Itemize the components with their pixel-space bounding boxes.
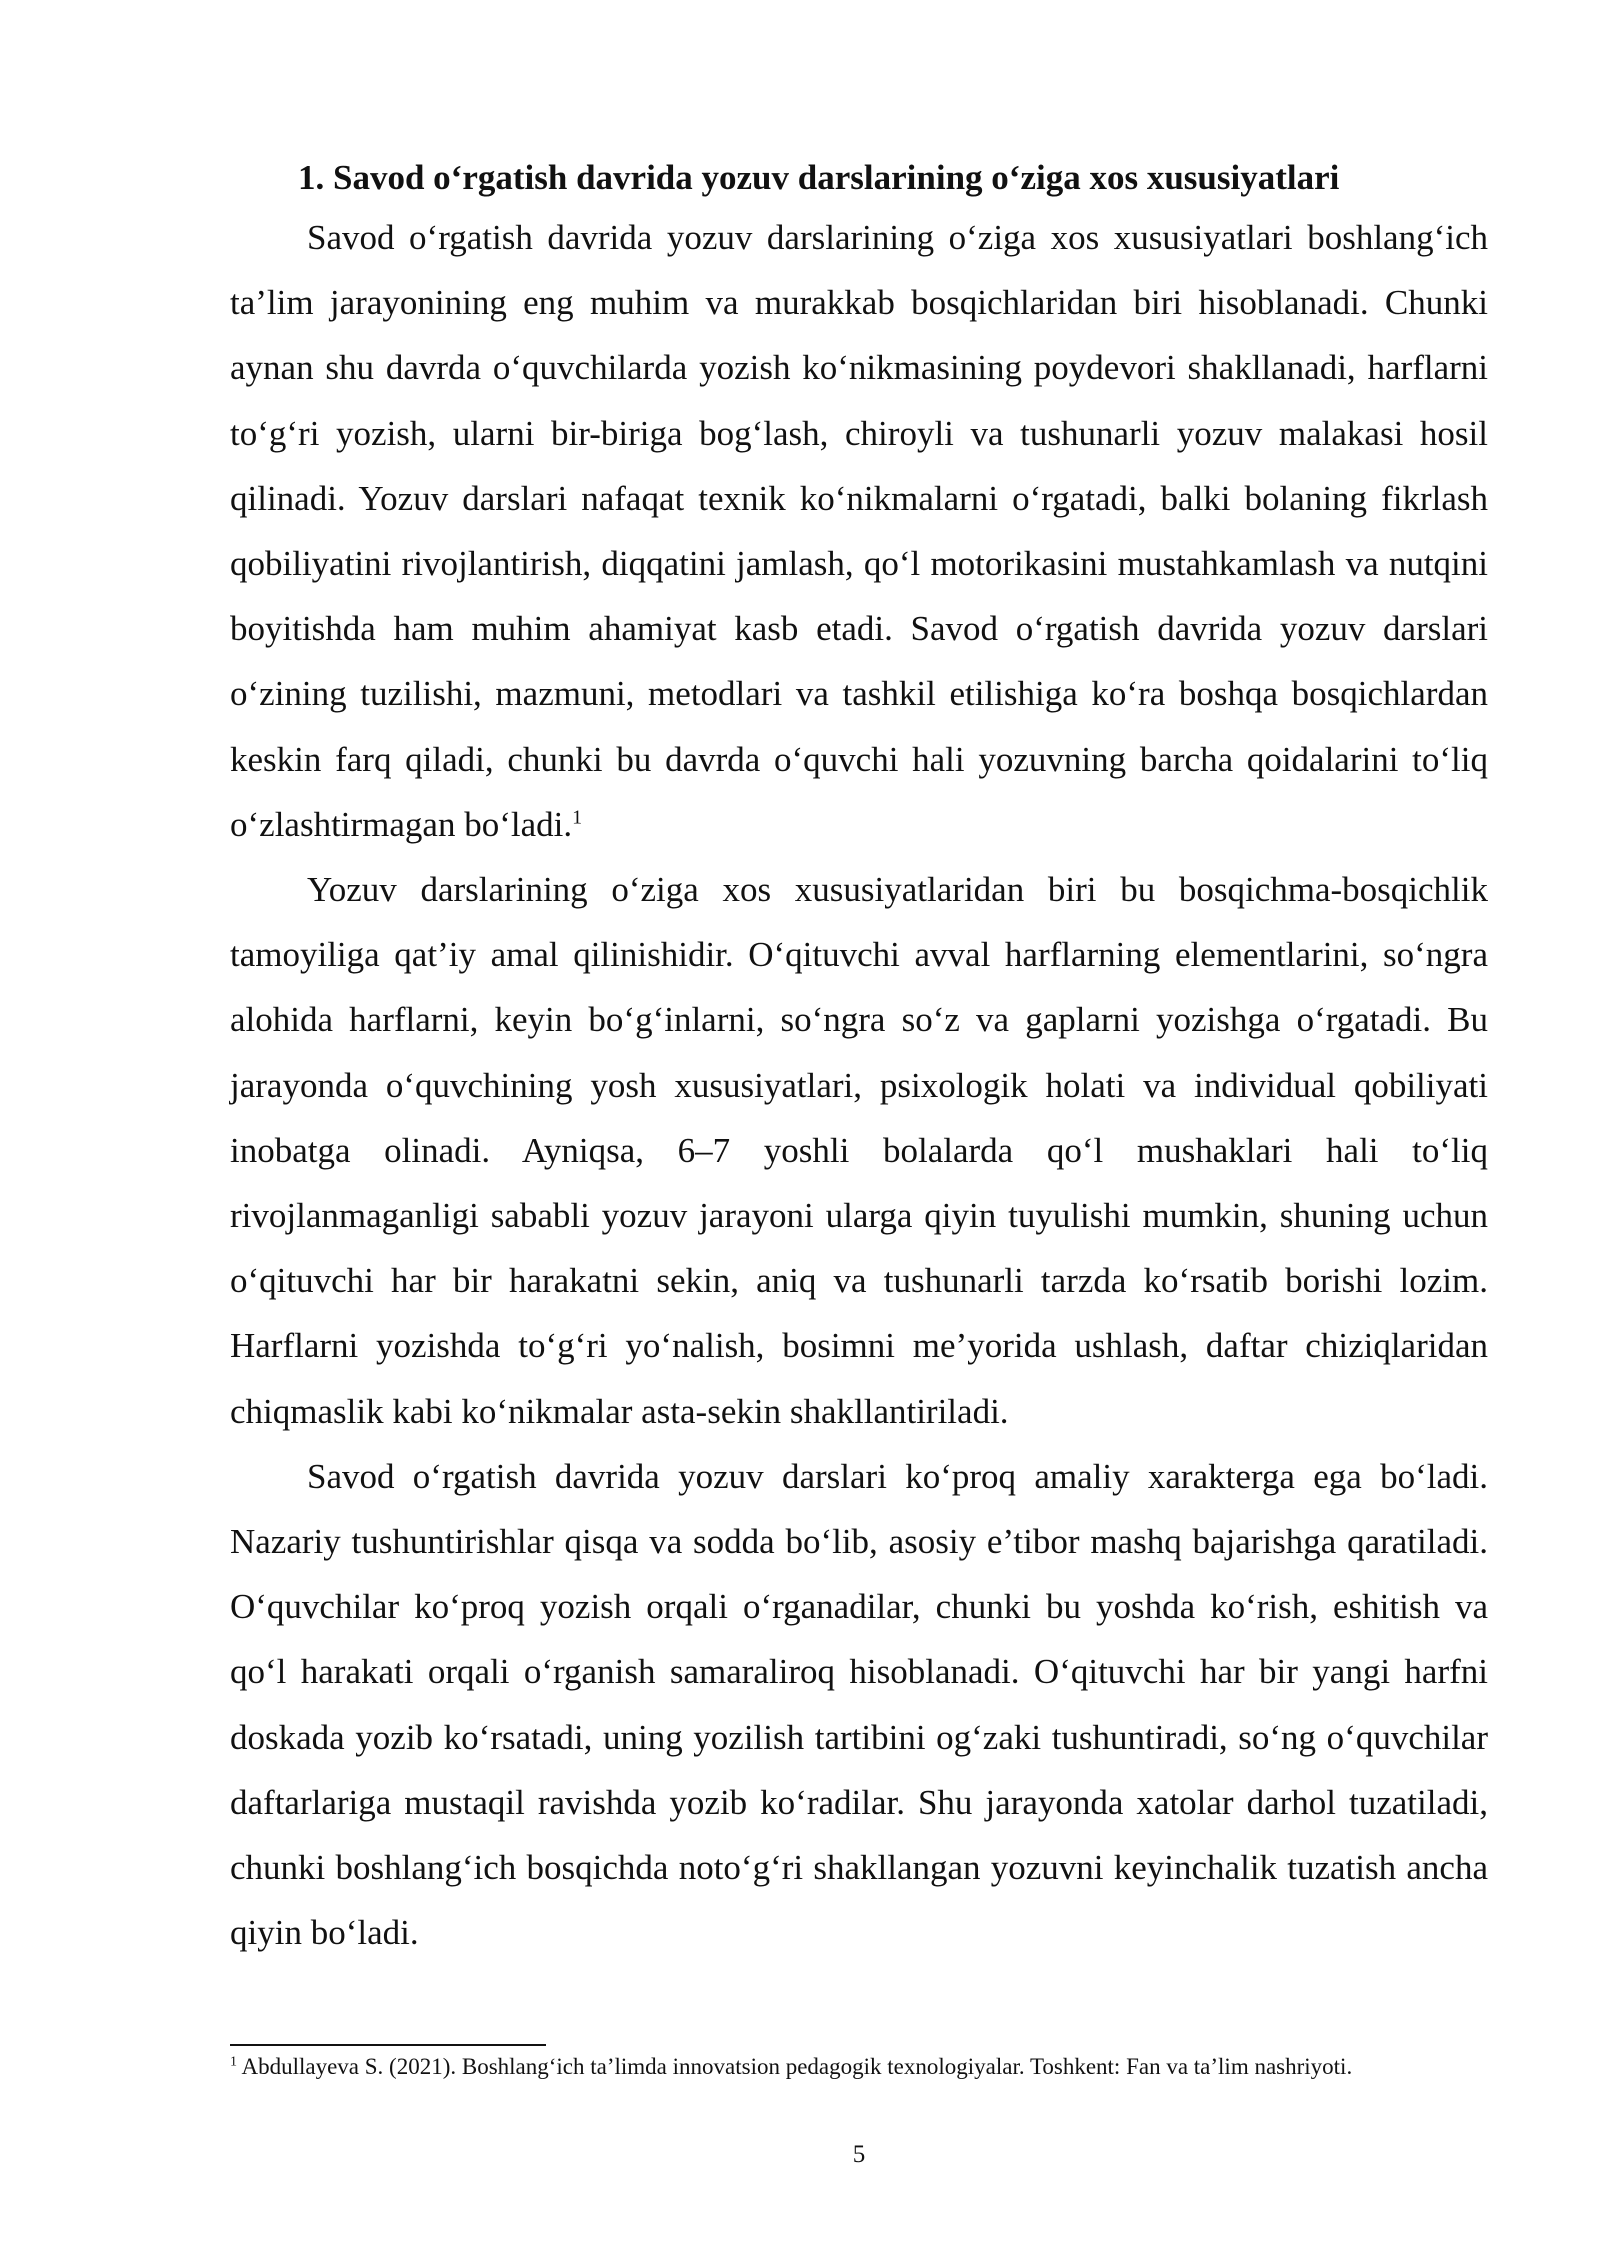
paragraph-2: Yozuv darslarining o‘ziga xos xususiyatlaridan biri bu bosqichma-bosqichlik tamoyiliga qat’iy amal qilinishidir. O‘qituvchi avval harflarning elementlarini, so‘ngra alohida harflarni, keyin bo‘g‘inlarni, so‘ngra so‘z va gaplarni yozishga o‘rgatadi. Bu jarayonda o‘quvchining yosh xususiyatlari, psixologik holati va individual qobiliyati inobatga olinadi. Ayniqsa, 6–7 yoshli bolalarda qo‘l mushaklari hali to‘liq rivojlanmaganligi sababli yozuv jarayoni ularga qiyin tuyulishi mumkin, shuning uchun o‘qituvchi har bir harakatni sekin, aniq va tushunarli tarzda ko‘rsatib borishi lozim. Harflarni yozishda to‘g‘ri yo‘nalish, bosimni me’yorida ushlash, daftar chiziqlaridan chiqmaslik kabi ko‘nikmalar asta-sekin shakllantiriladi. <box>230 870 1488 1431</box>
footnote-separator <box>230 2044 546 2046</box>
page-number: 5 <box>852 2141 866 2168</box>
footnote-marker: 1 <box>230 2054 237 2070</box>
footnote <box>230 2052 1488 2082</box>
footnote-text: Abdullayeva S. (2021). Boshlang‘ich ta’limda innovatsion pedagogik texnologiyalar. Toshkent: Fan va ta’lim nashriyoti. <box>241 2054 1353 2079</box>
paragraph-1 <box>230 205 1488 857</box>
footnote-reference[interactable]: 1 <box>572 806 583 829</box>
paragraph-3: Savod o‘rgatish davrida yozuv darslari ko‘proq amaliy xarakterga ega bo‘ladi. Nazariy tushuntirishlar qisqa va sodda bo‘lib, asosiy e’tibor mashq bajarishga qaratiladi. O‘quvchilar ko‘proq yozish orqali o‘rganadilar, chunki bu yoshda ko‘rish, eshitish va qo‘l harakati orqali o‘rganish samaraliroq hisoblanadi. O‘qituvchi har bir yangi harfni doskada yozib ko‘rsatadi, uning yozilish tartibini og‘zaki tushuntiradi, so‘ng o‘quvchilar daftarlariga mustaqil ravishda yozib ko‘radilar. Shu jarayonda xatolar darhol tuzatiladi, chunki boshlang‘ich bosqichda noto‘g‘ri shakllangan yozuvni keyinchalik tuzatish ancha qiyin bo‘ladi. <box>230 1456 1488 1953</box>
paragraph-1-text: Savod o‘rgatish davrida yozuv darslarining o‘ziga xos xususiyatlari boshlang‘ich ta’lim jarayonining eng muhim va murakkab bosqichlaridan biri hisoblanadi. Chunki aynan shu davrda o‘quvchilarda yozish ko‘nikmasining poydevori shakllanadi, harflarni to‘g‘ri yozish, ularni bir-biriga bog‘lash, chiroyli va tushunarli yozuv malakasi hosil qilinadi. Yozuv darslari nafaqat texnik ko‘nikmalarni o‘rgatadi, balki bolaning fikrlash qobiliyatini rivojlantirish, diqqatini jamlash, qo‘l motorikasini mustahkamlash va nutqini boyitishda ham muhim ahamiyat kasb etadi. Savod o‘rgatish davrida yozuv darslari o‘zining tuzilishi, mazmuni, metodlari va tashkil etilishiga ko‘ra boshqa bosqichlardan keskin farq qiladi, chunki bu davrda o‘quvchi hali yozuvning barcha qoidalarini to‘liq o‘zlashtirmagan bo‘ladi. <box>230 218 1488 844</box>
section-heading: 1. Savod o‘rgatish davrida yozuv darslarining o‘ziga xos xususiyatlari <box>298 158 1340 197</box>
page-body <box>230 150 1488 1965</box>
